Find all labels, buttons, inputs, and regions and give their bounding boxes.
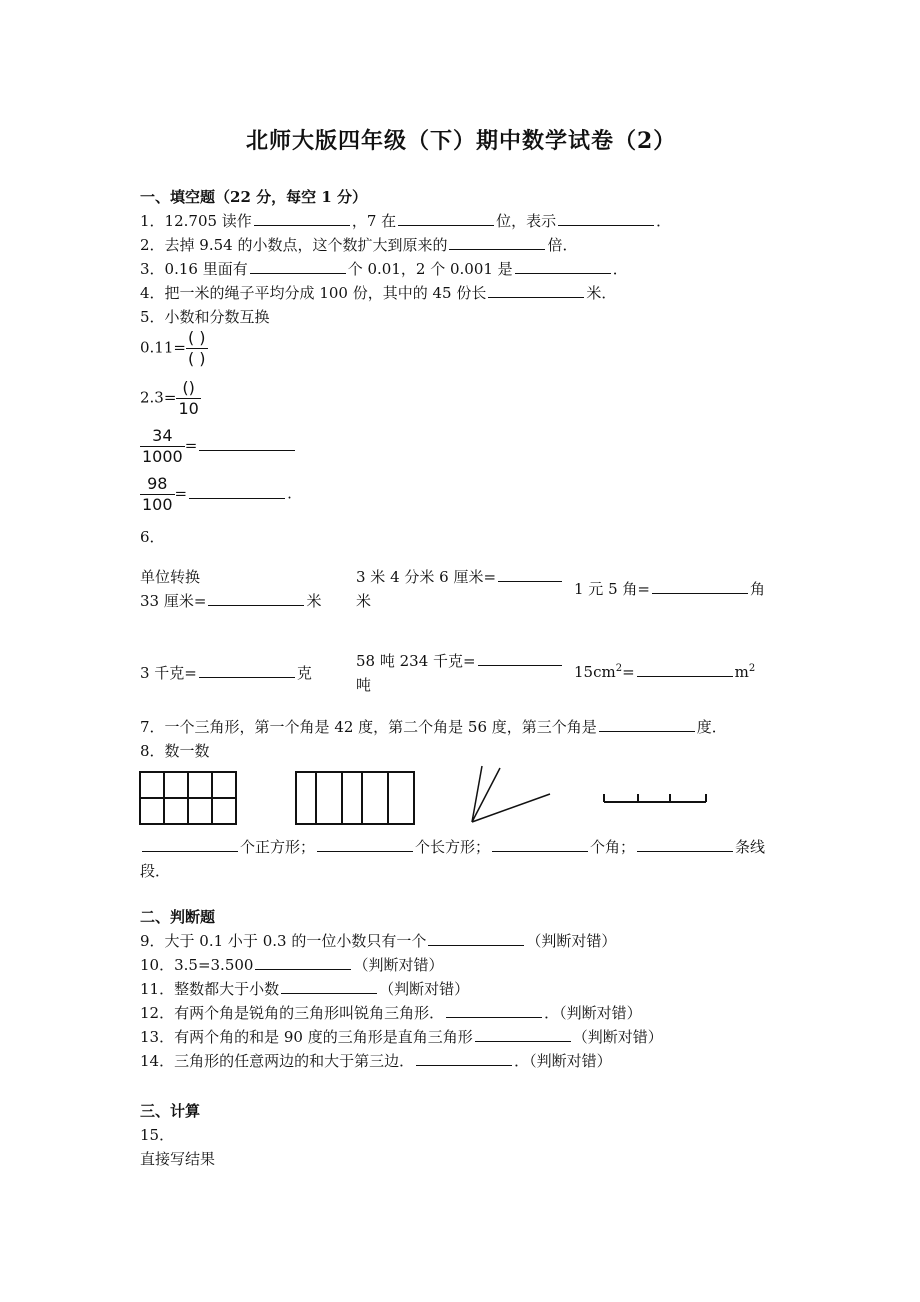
figures-svg — [130, 764, 730, 830]
segment-figure — [604, 794, 706, 802]
answer-blank[interactable] — [498, 567, 562, 582]
question-1: 1．12.705 读作 ，7 在 位，表示 ． — [140, 212, 672, 230]
question-7: 7．一个三角形，第一个角是 42 度，第二个角是 56 度，第三个角是 度． — [140, 718, 727, 736]
question-2: 2．去掉 9.54 的小数点，这个数扩大到原来的 倍． — [140, 236, 578, 254]
answer-blank[interactable] — [428, 931, 524, 946]
question-5-label: 5．小数和分数互换 — [140, 308, 270, 326]
answer-blank[interactable] — [199, 436, 295, 451]
answer-blank[interactable] — [255, 955, 351, 970]
answer-blank[interactable] — [446, 1003, 542, 1018]
unit-item-4: 3 千克= 克 — [140, 664, 312, 682]
question-12: 12．有两个角是锐角的三角形叫锐角三角形． ．（判断对错） — [140, 1004, 642, 1022]
answer-blank[interactable] — [558, 211, 654, 226]
question-3: 3．0.16 里面有 个 0.01，2 个 0.001 是 ． — [140, 260, 628, 278]
answer-blank[interactable] — [599, 717, 695, 732]
fraction: $\frac{( )}{( )}$ — [187, 328, 206, 368]
unit-item-1: 33 厘米= 米 — [140, 592, 322, 610]
question-14: 14．三角形的任意两边的和大于第三边． ．（判断对错） — [140, 1052, 612, 1070]
question-13: 13．有两个角的和是 90 度的三角形是直角三角形 （判断对错） — [140, 1028, 663, 1046]
unit-item-2: 3 米 4 分米 6 厘米= — [356, 566, 564, 587]
answer-blank[interactable] — [317, 837, 413, 852]
rectangle-strip-figure — [296, 772, 414, 824]
question-15-label: 15． — [140, 1126, 175, 1144]
unit-item-5: 58 吨 234 千克= — [356, 650, 564, 671]
unit-label: 单位转换 — [140, 568, 201, 586]
angle-rays-figure — [472, 766, 550, 822]
question-8-answers: 个正方形； 个长方形； 个角； 条线 — [140, 836, 765, 857]
answer-blank[interactable] — [637, 662, 733, 677]
question-4: 4．把一米的绳子平均分成 100 份，其中的 45 份长 米． — [140, 284, 617, 302]
answer-blank[interactable] — [142, 837, 238, 852]
fraction-row-2: 2.3= $\frac{()}{10}$ — [140, 378, 199, 418]
question-15-instruction: 直接写结果 — [140, 1150, 216, 1168]
unit-item-6: $15cm^2= m^2$ — [574, 663, 756, 681]
answer-blank[interactable] — [208, 591, 304, 606]
question-11: 11．整数都大于小数 （判断对错） — [140, 980, 470, 998]
square-grid-figure — [140, 772, 236, 824]
unit-item-3: 1 元 5 角= 角 — [574, 580, 765, 598]
fraction-row-1: 0.11= $\frac{( )}{( )}$ — [140, 328, 206, 368]
question-9: 9．大于 0.1 小于 0.3 的一位小数只有一个 （判断对错） — [140, 932, 617, 950]
fraction-row-3: $\frac{34}{1000}$ = — [140, 428, 297, 465]
answer-blank[interactable] — [449, 235, 545, 250]
answer-blank[interactable] — [637, 837, 733, 852]
page-title: 北师大版四年级（下）期中数学试卷（2） — [246, 128, 677, 154]
fraction: $\frac{98}{100}$ — [142, 474, 173, 514]
question-6-label: 6． — [140, 528, 165, 546]
answer-blank[interactable] — [199, 663, 295, 678]
section-calculation-heading: 三、计算 — [140, 1102, 201, 1120]
answer-blank[interactable] — [281, 979, 377, 994]
answer-blank[interactable] — [475, 1027, 571, 1042]
section-fill-blank-heading: 一、填空题（22 分，每空 1 分） — [140, 188, 367, 206]
fraction: $\frac{34}{1000}$ — [142, 426, 183, 466]
answer-blank[interactable] — [478, 651, 562, 666]
fraction: $\frac{()}{10}$ — [178, 378, 199, 418]
answer-blank[interactable] — [189, 484, 285, 499]
question-10: 10．3.5=3.500 （判断对错） — [140, 956, 444, 974]
answer-blank[interactable] — [416, 1051, 512, 1066]
answer-blank[interactable] — [250, 259, 346, 274]
fraction-row-4: $\frac{98}{100}$ = . — [142, 474, 292, 514]
section-judgement-heading: 二、判断题 — [140, 908, 216, 926]
unit-item-5-unit: 吨 — [356, 676, 372, 694]
question-8-answers-end: 段． — [140, 862, 171, 880]
answer-blank[interactable] — [652, 579, 748, 594]
answer-blank[interactable] — [254, 211, 350, 226]
answer-blank[interactable] — [488, 283, 584, 298]
answer-blank[interactable] — [515, 259, 611, 274]
answer-blank[interactable] — [398, 211, 494, 226]
unit-item-2-unit: 米 — [356, 592, 372, 610]
answer-blank[interactable] — [492, 837, 588, 852]
question-8-label: 8．数一数 — [140, 742, 210, 760]
